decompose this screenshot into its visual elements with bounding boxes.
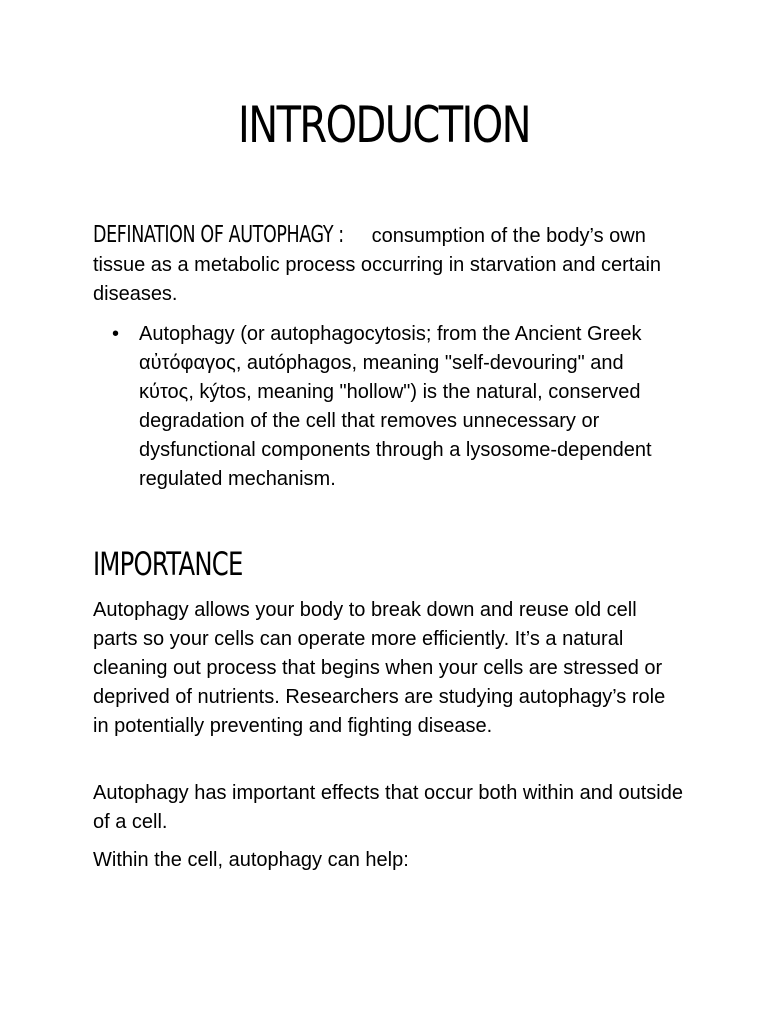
importance-paragraph-2: Autophagy has important effects that occur both within and outside of a cell. bbox=[93, 782, 683, 833]
importance-paragraph-1: Autophagy allows your body to break down and reuse old cell parts so your cells can operate more efficiently. It’s a natural cleaning out process that begins when your cells are stressed or deprived of nutrients. Researchers are studying autophagy’s role in potentially preventing and fighting disease. bbox=[93, 599, 666, 737]
page-title: INTRODUCTION bbox=[238, 96, 530, 154]
definition-label: DEFINATION OF AUTOPHAGY : bbox=[93, 222, 344, 248]
definition-paragraph bbox=[93, 221, 683, 309]
list-item bbox=[112, 320, 672, 494]
definition-text: consumption of the body’s own tissue as a metabolic process occurring in starvation and certain diseases. bbox=[93, 225, 662, 305]
bullet-list bbox=[112, 320, 672, 494]
importance-paragraph-3: Within the cell, autophagy can help: bbox=[93, 849, 409, 871]
bullet-text: Autophagy (or autophagocytosis; from the Ancient Greek αὐτόφαγος, autóphagos, meaning "self-devouring" and κύτος, kýtos, meaning "hollow") is the natural, conserved degradation of the cell that removes unnecessary or dysfunctional components through a lysosome-dependent regulated mechanism. bbox=[139, 323, 652, 490]
bullet-marker: • bbox=[112, 323, 120, 345]
section-heading-importance: IMPORTANCE bbox=[93, 545, 243, 583]
